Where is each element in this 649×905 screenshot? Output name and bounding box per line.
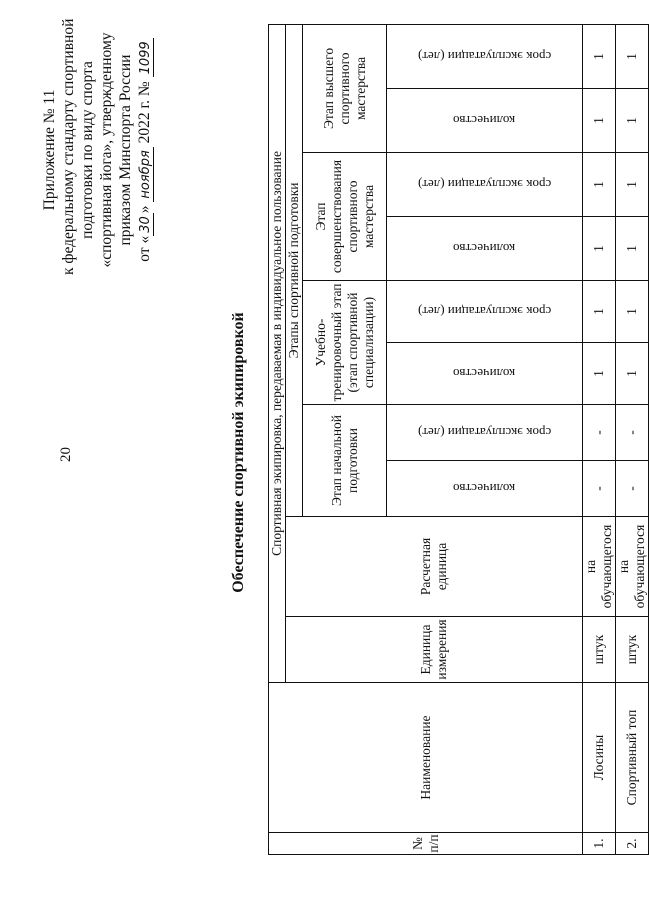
appendix-line: «спортивная йога», утвержденному [98, 32, 115, 268]
appendix-line: к федеральному стандарту спортивной [60, 18, 77, 275]
row-value: 1 [616, 217, 649, 281]
stage-improvement: Этап совершенствования спортивного мастерства [303, 153, 387, 281]
subheader-qty: количество [387, 89, 583, 153]
date-day: 30 [138, 213, 154, 236]
subheader-term: срок эксплуатации (лет) [387, 405, 583, 461]
table-row [583, 24, 616, 854]
row-value: 1 [583, 153, 616, 217]
header-num: № п/п [269, 833, 583, 855]
subheader-qty: количество [387, 461, 583, 517]
date-prefix: от « [136, 235, 153, 262]
stage-initial: Этап начальной подготовки [303, 405, 387, 517]
subheader-term: срок эксплуатации (лет) [387, 24, 583, 88]
header-stages: Этапы спортивной подготовки [286, 24, 303, 516]
row-name: Лосины [583, 683, 616, 833]
row-value: 1 [616, 24, 649, 88]
appendix-line: приказом Минспорта России [117, 54, 134, 246]
header-unit: Единица измерения [286, 617, 583, 683]
row-value: 1 [583, 343, 616, 405]
row-value: 1 [583, 217, 616, 281]
row-value: 1 [616, 343, 649, 405]
header-name: Наименование [269, 683, 583, 833]
stage-higher: Этап высшего спортивного мастерства [303, 24, 387, 152]
subheader-term: срок эксплуатации (лет) [387, 153, 583, 217]
appendix-date-line [135, 25, 155, 275]
row-value: - [616, 461, 649, 517]
row-value: 1 [616, 89, 649, 153]
row-value: 1 [616, 281, 649, 343]
date-year: 2022 г. № [136, 81, 153, 144]
header-main: Спортивная экипировка, передаваемая в индивидуальное пользование [269, 24, 286, 682]
appendix-header [40, 18, 155, 275]
subheader-qty: количество [387, 343, 583, 405]
date-month: ноября [138, 147, 154, 201]
row-unit: штук [583, 617, 616, 683]
equipment-table [268, 24, 649, 855]
document-title: Обеспечение спортивной экипировкой [230, 312, 247, 593]
subheader-qty: количество [387, 217, 583, 281]
row-value: 1 [583, 24, 616, 88]
row-value: 1 [583, 281, 616, 343]
row-calc: на обучающегося [583, 517, 616, 617]
row-name: Спортивный топ [616, 683, 649, 833]
row-value: 1 [616, 153, 649, 217]
page-number: 20 [58, 447, 74, 462]
appendix-line: подготовки по виду спорта [79, 61, 96, 239]
row-value: - [616, 405, 649, 461]
order-number: 1099 [138, 38, 154, 77]
table-row [616, 24, 649, 854]
subheader-term: срок эксплуатации (лет) [387, 281, 583, 343]
row-num: 2. [616, 833, 649, 855]
header-calc: Расчетная единица [286, 517, 583, 617]
stage-training: Учебно-тренировочный этап (этап спортивной специализации) [303, 281, 387, 405]
row-value: - [583, 461, 616, 517]
row-num: 1. [583, 833, 616, 855]
row-calc: на обучающегося [616, 517, 649, 617]
row-unit: штук [616, 617, 649, 683]
row-value: - [583, 405, 616, 461]
date-sep: » [136, 205, 153, 214]
appendix-line: Приложение № 11 [41, 89, 58, 211]
row-value: 1 [583, 89, 616, 153]
